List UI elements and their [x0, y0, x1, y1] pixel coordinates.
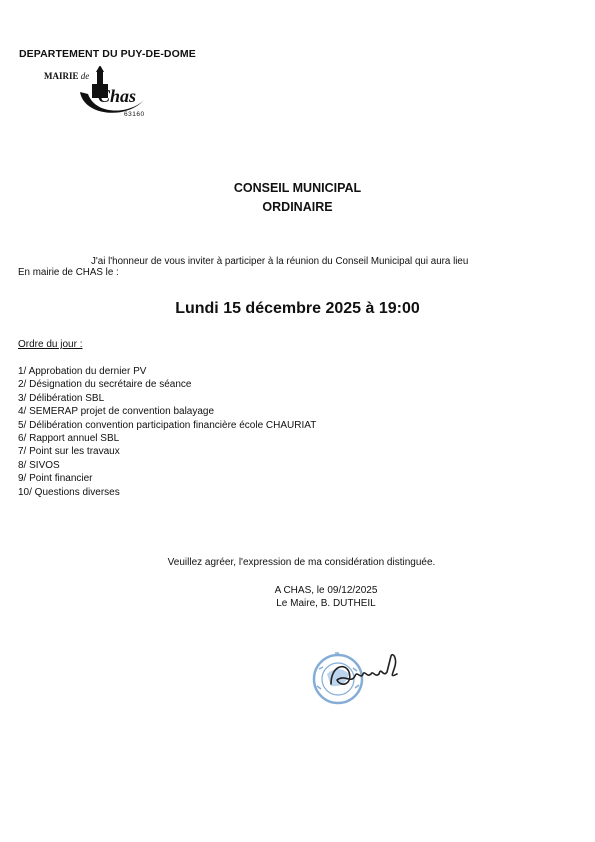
intro-line-1: J'ai l'honneur de vous inviter à participer à la réunion du Conseil Municipal qui aura lieu [91, 256, 469, 267]
agenda-heading: Ordre du jour : [18, 339, 83, 350]
agenda-item: 8/ SIVOS [18, 459, 60, 471]
agenda-item: 10/ Questions diverses [18, 486, 120, 498]
agenda-item: 1/ Approbation du dernier PV [18, 366, 147, 377]
logo-name-text: Chas [98, 86, 137, 106]
closing-formula: Veuillez agréer, l'expression de ma considération distinguée. [167, 557, 436, 568]
agenda-list [18, 365, 316, 499]
signer-name: Le Maire, B. DUTHEIL [276, 598, 376, 609]
title-line-1: CONSEIL MUNICIPAL [233, 181, 362, 195]
mairie-logo [40, 66, 150, 124]
logo-postcode: 63160 [124, 111, 145, 118]
agenda-item: 7/ Point sur les travaux [18, 446, 120, 458]
meeting-datetime: Lundi 15 décembre 2025 à 19:00 [175, 300, 420, 317]
agenda-item: 4/ SEMERAP projet de convention balayage [18, 406, 215, 418]
intro-line-2: En mairie de CHAS le : [18, 267, 119, 278]
agenda-item: 6/ Rapport annuel SBL [18, 433, 120, 445]
department-header: DEPARTEMENT DU PUY-DE-DOME [19, 48, 196, 60]
mairie-stamp [314, 653, 362, 703]
stamp-signature-image [305, 644, 415, 714]
agenda-item: 9/ Point financier [18, 473, 93, 485]
agenda-item: 2/ Désignation du secrétaire de séance [18, 379, 192, 391]
signature-block [226, 584, 426, 610]
place-date: A CHAS, le 09/12/2025 [274, 585, 378, 596]
logo-mairie-text: MAIRIE de [44, 71, 90, 81]
agenda-item: 3/ Délibération SBL [18, 392, 105, 404]
title-line-2: ORDINAIRE [262, 200, 333, 214]
agenda-item: 5/ Délibération convention participation financière école CHAURIAT [18, 419, 317, 431]
